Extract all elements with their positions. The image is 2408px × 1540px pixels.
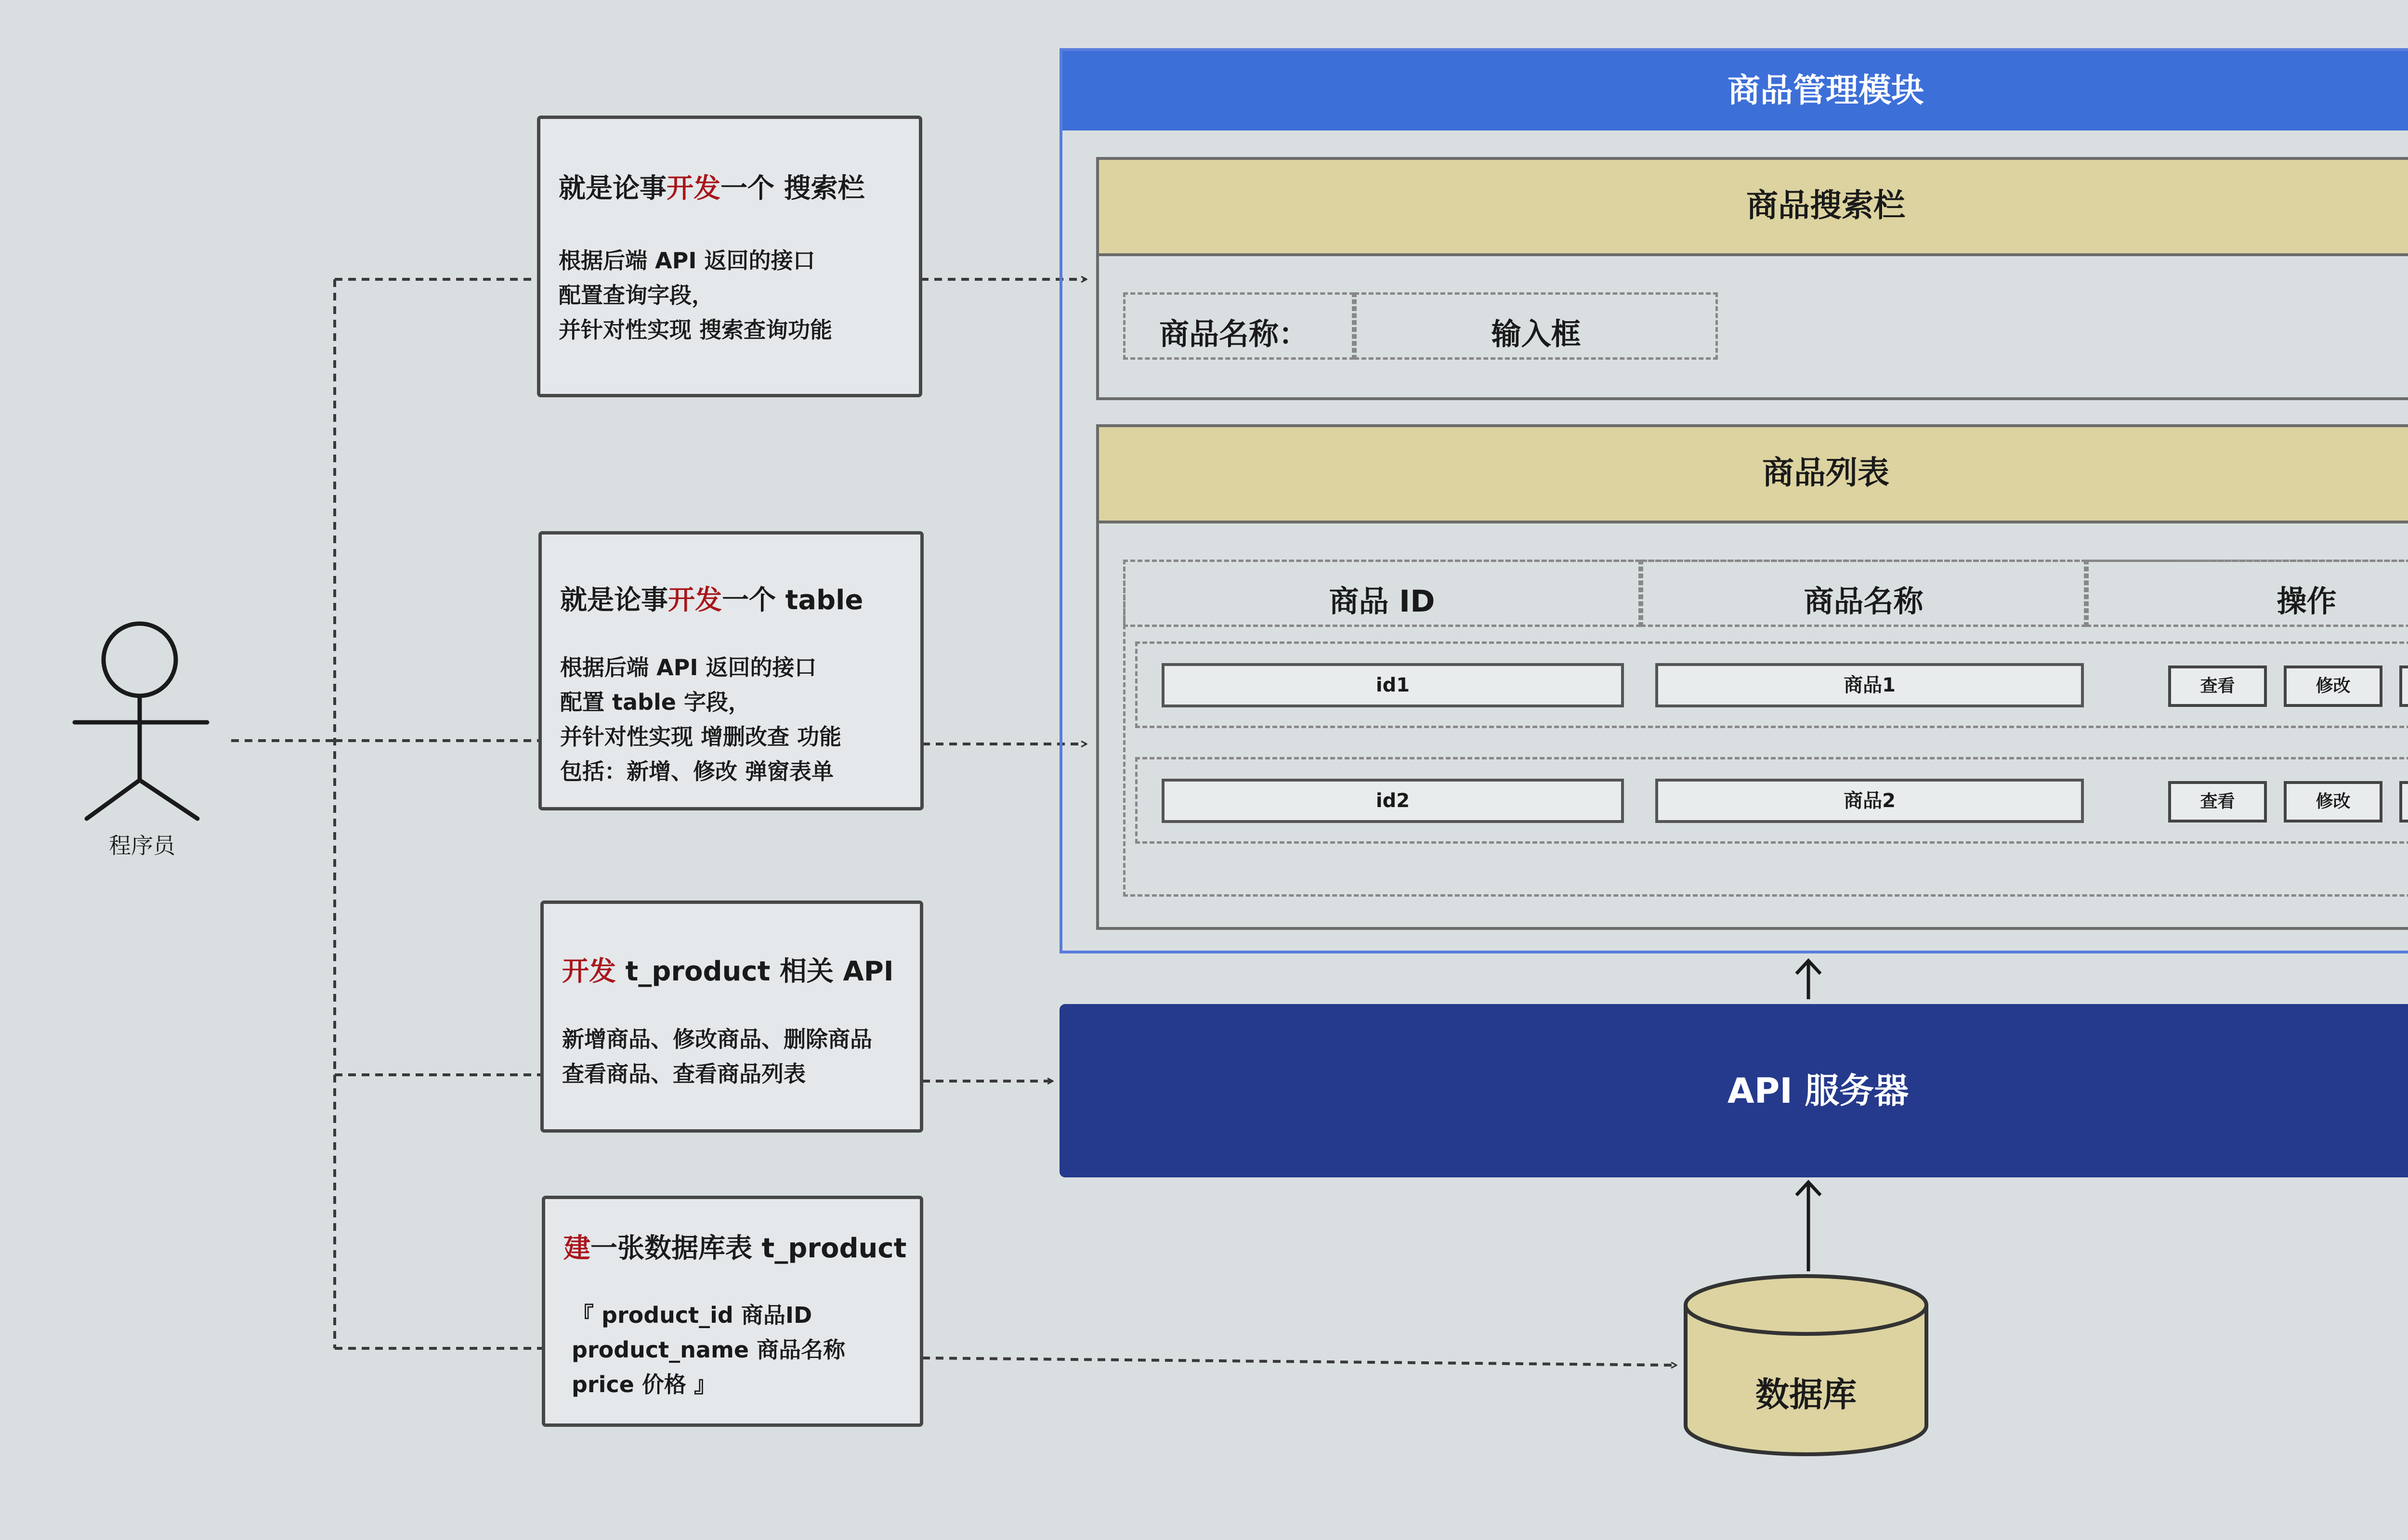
- module-title: 商品管理模块: [1062, 51, 2408, 131]
- stick-figure-icon: [67, 616, 217, 828]
- row-name-cell: 商品2: [1655, 779, 2084, 823]
- note-search-bar: [537, 116, 922, 397]
- database-label: 数据库: [1755, 1375, 1857, 1414]
- search-panel-title: 商品搜索栏: [1099, 160, 2408, 256]
- search-input-placeholder: 输入框: [1491, 316, 1581, 352]
- actor-label: 程序员: [109, 833, 175, 859]
- note-body: 根据后端 API 返回的接口 配置 table 字段， 并针对性实现 增删改查 功能 包括：新增、修改 弹窗表单: [560, 654, 842, 784]
- product-list-panel: [1096, 424, 2408, 930]
- col-header-actions: 操作: [2086, 560, 2408, 627]
- database-cylinder: [1681, 1271, 1931, 1459]
- row-id-cell: id1: [1162, 663, 1624, 707]
- list-panel-title: 商品列表: [1099, 427, 2408, 523]
- col-header-id: 商品 ID: [1123, 560, 1641, 627]
- arrow-note4-db: [922, 1358, 1676, 1365]
- delete-button[interactable]: [2399, 781, 2408, 822]
- programmer-actor: [67, 616, 217, 867]
- note-title: 开发 t_product 相关 API: [562, 956, 894, 987]
- col-header-name: 商品名称: [1641, 560, 2086, 627]
- row-name-cell: 商品1: [1655, 663, 2084, 707]
- arrow-db-api: [1796, 1182, 1820, 1271]
- note-body: 根据后端 API 返回的接口 配置查询字段， 并针对性实现 搜索查询功能: [559, 248, 833, 343]
- note-body: 新增商品、修改商品、删除商品 查看商品、查看商品列表: [562, 1026, 872, 1087]
- search-label-cell: [1123, 292, 1354, 360]
- note-title: 建一张数据库表 t_product: [563, 1233, 907, 1264]
- search-label: 商品名称：: [1159, 316, 1309, 352]
- edit-button[interactable]: 修改: [2284, 781, 2382, 822]
- note-api: [540, 901, 923, 1133]
- delete-button[interactable]: [2399, 666, 2408, 707]
- edit-button[interactable]: 修改: [2284, 666, 2382, 707]
- note-title: 就是论事开发一个 搜索栏: [559, 173, 865, 204]
- note-title: 就是论事开发一个 table: [560, 585, 864, 616]
- row-id-cell: id2: [1162, 779, 1624, 823]
- view-button[interactable]: 查看: [2168, 666, 2267, 707]
- note-table: [538, 531, 924, 810]
- search-input[interactable]: [1354, 292, 1718, 360]
- note-body: 『 product_id 商品ID product_name 商品名称 price 价格 』: [572, 1302, 846, 1397]
- arrow-api-module: [1796, 961, 1820, 999]
- search-panel: [1096, 157, 2408, 400]
- product-management-module: [1060, 48, 2408, 953]
- api-server-block: API 服务器: [1060, 1004, 2408, 1177]
- view-button[interactable]: 查看: [2168, 781, 2267, 822]
- note-database: [542, 1196, 923, 1427]
- database-icon: [1681, 1271, 1931, 1459]
